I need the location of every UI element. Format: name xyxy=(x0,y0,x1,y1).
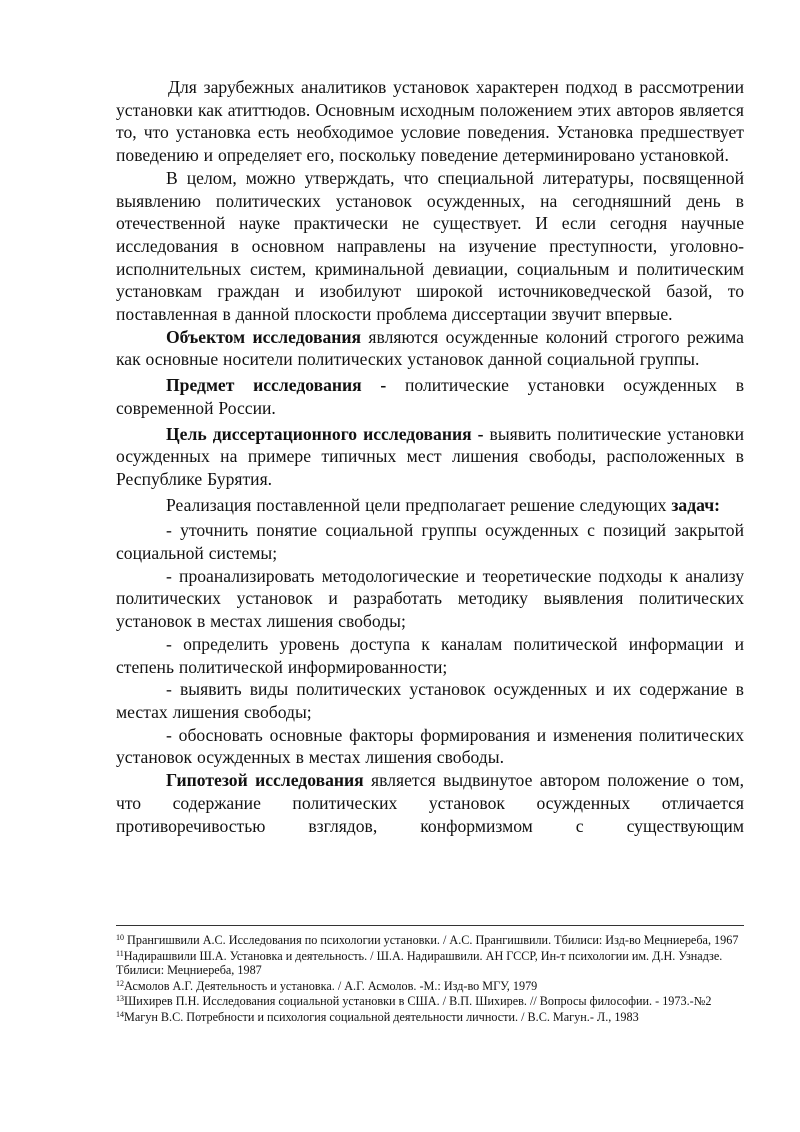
document-body xyxy=(116,76,744,837)
task-item: - уточнить понятие социальной группы осужденных с позиций закрытой социальной системы; xyxy=(116,520,744,564)
footnote-number: 12 xyxy=(116,978,124,988)
task-item: - обосновать основные факторы формирования и изменения политических установок осужденных в местах лишения свободы. xyxy=(116,724,744,768)
footnote-text: Надирашвили Ш.А. Установка и деятельность. / Ш.А. Надирашвили. АН ГССР, Ин-т психологии им. Д.Н. Узнадзе. Тбилиси: Мецниереба, 1987 xyxy=(116,948,723,978)
task-item: - выявить виды политических установок осужденных и их содержание в местах лишения свободы; xyxy=(116,679,744,722)
goal-text: выявить политические установки осужденных на примере типичных мест лишения свободы, расположенных в Республике Бурятия. xyxy=(116,423,745,489)
footnote xyxy=(116,1010,744,1025)
object-text: являются осужденные колоний строгого режима как основные носители политических установок данной социальной группы. xyxy=(116,326,744,370)
tasks-intro-text: Реализация поставленной цели предполагает решение следующих xyxy=(166,494,672,515)
footnote-text: Прангишвили А.С. Исследования по психологии установки. / А.С. Прангишвили. Тбилиси: Изд-во Мецниереба, 1967 xyxy=(127,933,739,947)
subject-heading: Предмет исследования - xyxy=(166,375,387,396)
subject-text: политические установки осужденных в современной России. xyxy=(116,375,744,418)
paragraph-hypothesis xyxy=(116,769,744,837)
footnote-text: Шихирев П.Н. Исследования социальной установки в США. / В.П. Шихирев. // Вопросы философии. - 1973.-№2 xyxy=(124,994,712,1009)
footnote-separator xyxy=(116,925,744,926)
footnote-text: Магун В.С. Потребности и психология социальной деятельности личности. / В.С. Магун.- Л., 1983 xyxy=(124,1009,639,1024)
footnote xyxy=(116,949,744,978)
footnote-number: 10 xyxy=(116,933,124,942)
goal-heading: Цель диссертационного исследования - xyxy=(166,423,484,444)
footnote-number: 11 xyxy=(116,948,124,958)
footnote-number: 13 xyxy=(116,994,124,1004)
paragraph-literature: В целом, можно утверждать, что специальной литературы, посвященной выявлению политических установок осужденных, на сегодняшний день в отечественной науке практически не существует. И если сегодня научные исследования в основном направлены на изучение преступности, уголовно-исполнительных систем, криминальной девиации, социальным и политическим установкам граждан и изобилуют широкой источниковедческой базой, то поставленная в данной плоскости проблема диссертации звучит впервые. xyxy=(116,167,744,325)
footnotes xyxy=(116,933,744,1026)
task-item: - проанализировать методологические и теоретические подходы к анализу политических установок и разработать методику выявления политических установок в местах лишения свободы; xyxy=(116,565,744,632)
hypothesis-heading: Гипотезой исследования xyxy=(166,770,364,791)
footnote-number: 14 xyxy=(116,1009,124,1019)
paragraph-tasks-intro xyxy=(116,494,744,517)
footnote xyxy=(116,933,744,948)
paragraph-intro: Для зарубежных аналитиков установок характерен подход в рассмотрении установки как атиттюдов. Основным исходным положением этих авторов является то, что установка есть необходимое условие поведения. Установка предшествует поведению и определяет его, поскольку поведение детерминировано установкой. xyxy=(116,77,744,166)
hypothesis-text: является выдвинутое автором положение о том, что содержание политических установок осужденных отличается противоречивостью взглядов, конформизмом с существующим xyxy=(116,770,744,836)
paragraph-object xyxy=(116,326,744,371)
task-item: - определить уровень доступа к каналам политической информации и степень политической информированности; xyxy=(116,633,744,677)
footnote-text: Асмолов А.Г. Деятельность и установка. / А.Г. Асмолов. -М.: Изд-во МГУ, 1979 xyxy=(124,978,538,993)
paragraph-goal xyxy=(116,423,744,491)
tasks-heading: задач: xyxy=(671,494,720,515)
paragraph-subject xyxy=(116,374,744,419)
object-heading: Объектом исследования xyxy=(166,326,362,347)
footnote xyxy=(116,994,744,1009)
footnote xyxy=(116,979,744,994)
